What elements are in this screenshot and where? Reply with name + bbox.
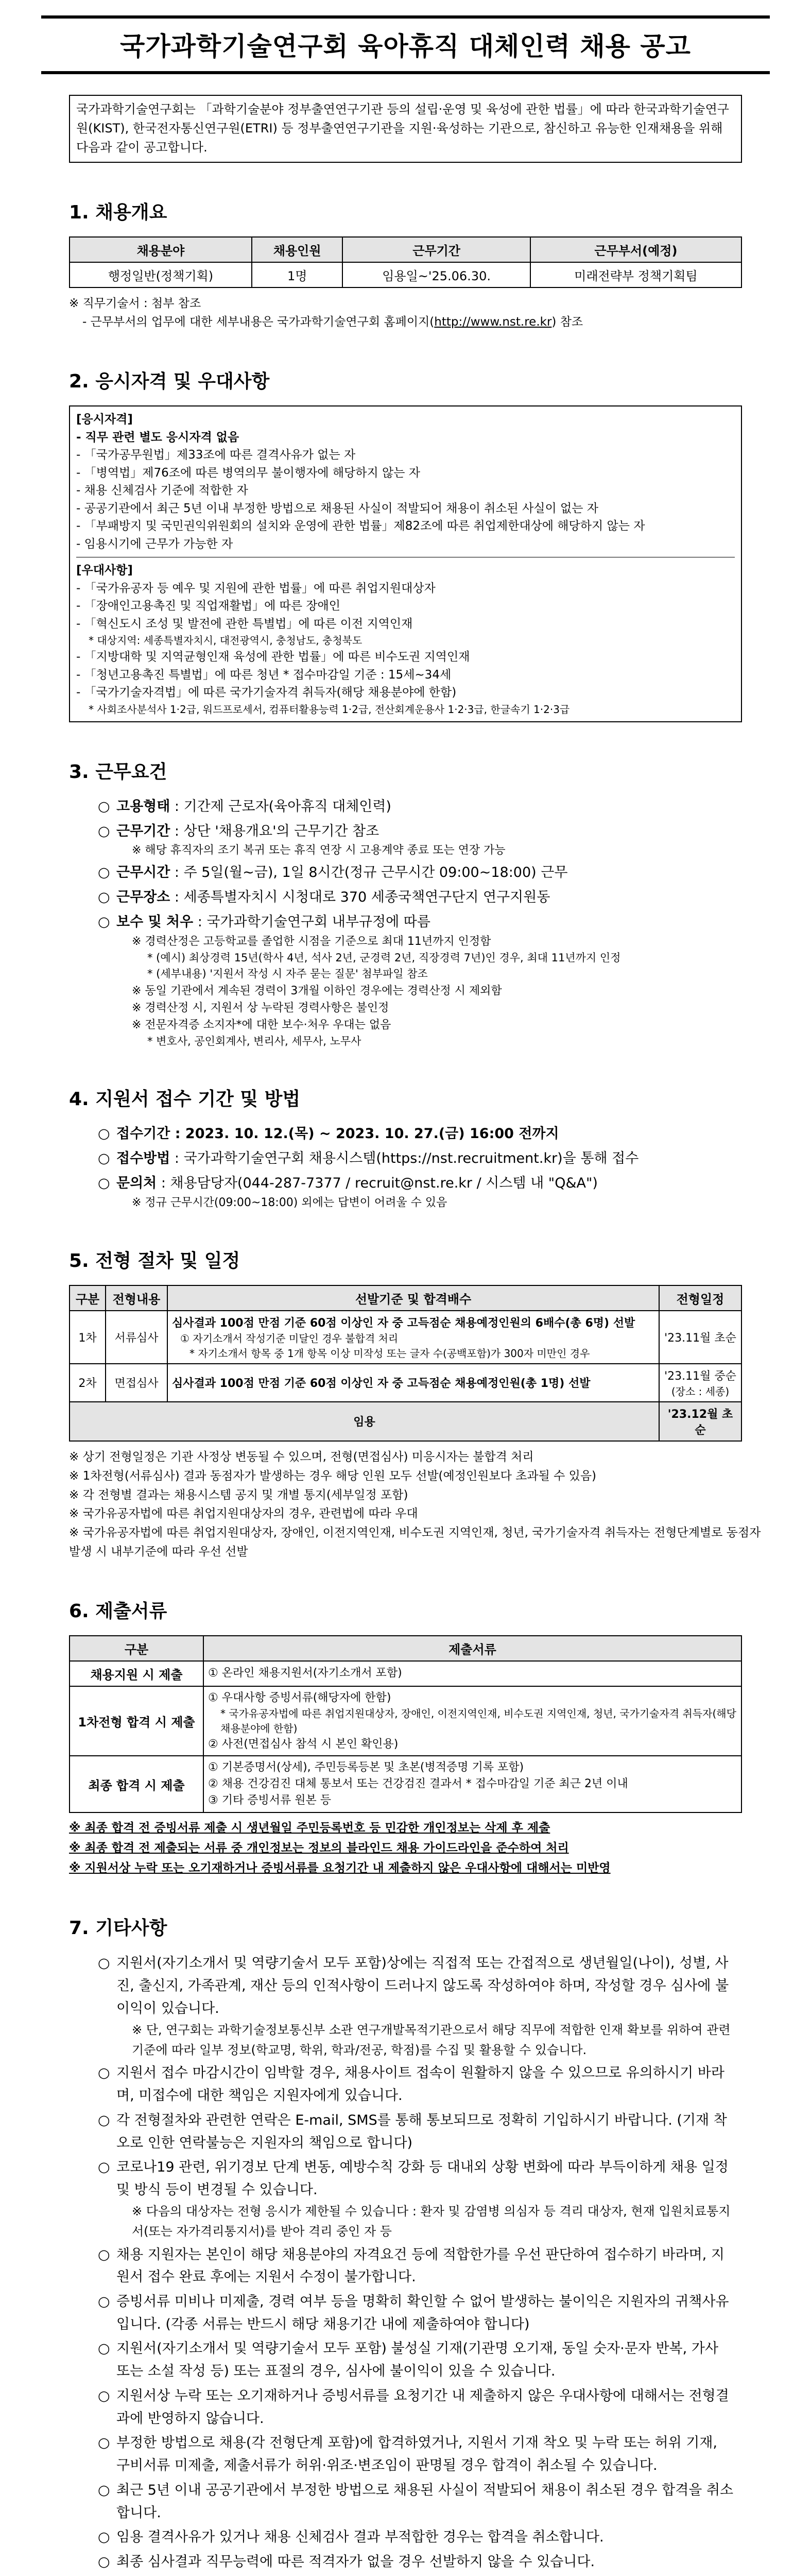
table-header: 구분 [70,1285,106,1311]
table-row [70,1686,741,1756]
list-item: - 「국가공무원법」제33조에 따른 결격사유가 없는 자 [76,448,356,462]
list-subitem: * (세부내용) '지원서 작성 시 자주 묻는 질문' 첨부파일 참조 [147,968,428,980]
table-cell: 2차 [70,1364,106,1402]
table-cell: '23.11월 초순 [659,1311,741,1364]
work-conditions-list [98,796,734,1050]
table-header: 선발기준 및 합격배수 [167,1285,659,1311]
list-item: - 「병역법」제76조에 따른 병역의무 불이행자에 해당하지 않는 자 [76,466,420,480]
application-list [98,1123,734,1211]
note-text: - 근무부서의 업무에 대한 세부내용은 국가과학기술연구회 홈페이지(http://www.nst.re.kr) 참조 [82,315,583,329]
table-cell: '23.12월 초순 [659,1402,741,1441]
list-item: ○ 지원서상 누락 또는 오기재하거나 증빙서류를 요청기간 내 제출하지 않은 우대사항에 대해서는 전형결과에 반영하지 않습니다. [98,2385,734,2430]
table-header: 근무부서(예정) [530,237,741,262]
table-cell: 미래전략부 정책기획팀 [530,262,741,287]
list-item: ○ 코로나19 관련, 위기경보 단계 변동, 예방수칙 강화 등 대내외 상황 변화에 따라 부득이하게 채용 일정 및 방식 등이 변경될 수 있습니다. ※ 다음의 대상자는 전형 응시가 제한될 수 있습니다 : 환자 및 감염병 의심자 등 격리 대상자, 현재 입원치료통지서(또는 자가격리통지서)를 받아 격리 중인 자 등 [98,2156,734,2241]
list-item: - 채용 신체검사 기준에 적합한 자 [76,484,248,498]
list-item: - 「청년고용촉진 특별법」에 따른 청년 * 접수마감일 기준 : 15세~34세 [76,668,452,682]
note-text: ※ 상기 전형일정은 기관 사정상 변동될 수 있으며, 전형(면접심사) 미응시자는 불합격 처리 [69,1450,534,1464]
warning-text: ※ 최종 합격 전 제출되는 서류 중 개인정보는 정보의 블라인드 채용 가이드라인을 준수하여 처리 [69,1841,569,1855]
list-item: - 「지방대학 및 지역균형인재 육성에 관한 법률」에 따른 비수도권 지역인재 [76,650,470,664]
section-4-heading: 4. 지원서 접수 기간 및 방법 [69,1089,301,1110]
intro-box: 국가과학기술연구회는 「과학기술분야 정부출연연구기관 등의 설립·운영 및 육성에 관한 법률」에 따라 한국과학기술연구원(KIST), 한국전자통신연구원(ETRI) 등 정부출연연구기관을 지원·육성하는 기관으로, 참신하고 유능한 인재채용을 위해 다음과 같이 공고합니다. [69,95,742,163]
list-item: - 「국가유공자 등 예우 및 지원에 관한 법률」에 따른 취업지원대상자 [76,581,436,595]
list-item: ○ 고용형태 : 기간제 근로자(육아휴직 대체인력) [98,796,734,818]
list-item: - 공공기관에서 최근 5년 이내 부정한 방법으로 채용된 사실이 적발되어 채용이 취소된 사실이 없는 자 [76,501,599,515]
list-item: ○ 최종 심사결과 직무능력에 따른 적격자가 없을 경우 선발하지 않을 수 있습니다. [98,2551,734,2573]
misc-list [98,1952,734,2576]
note-text: ※ 국가유공자법에 따른 취업지원대상자의 경우, 관련법에 따라 우대 [69,1507,418,1521]
list-subitem: * 변호사, 공인회계사, 변리사, 세무사, 노무사 [147,1035,361,1047]
section-5-notes [69,1448,770,1562]
section-5-heading: 5. 전형 절차 및 일정 [69,1250,240,1272]
list-item: ○ 채용 지원자는 본인이 해당 채용분야의 자격요건 등에 적합한가를 우선 판단하여 접수하기 바라며, 지원서 접수 완료 후에는 지원서 수정이 불가합니다. [98,2244,734,2289]
table-row [70,1661,741,1686]
table-header: 채용분야 [70,237,252,262]
table-cell: 임용일~'25.06.30. [342,262,530,287]
list-item: - 「부패방지 및 국민권익위원회의 설치와 운영에 관한 법률」제82조에 따른 취업제한대상에 해당하지 않는 자 [76,519,645,533]
list-item: - 직무 관련 별도 응시자격 없음 [76,430,239,444]
list-item: ○ 지원서(자기소개서 및 역량기술서 모두 포함) 불성실 기재(기관명 오기재, 동일 숫자·문자 반복, 가사 또는 소설 작성 등) 또는 표절의 경우, 심사에 불이익이 있을 수 있습니다. [98,2337,734,2382]
section-6-heading: 6. 제출서류 [69,1600,167,1622]
warning-text: ※ 최종 합격 전 증빙서류 제출 시 생년월일 주민등록번호 등 민감한 개인정보는 삭제 후 제출 [69,1821,550,1835]
table-row [70,1402,741,1441]
list-item: ○ 지원서 접수 마감시간이 임박할 경우, 채용사이트 접속이 원활하지 않을 수 있으므로 유의하시기 바라며, 미접수에 대한 책임은 지원자에게 있습니다. [98,2062,734,2107]
list-item: ○ 증빙서류 미비나 미제출, 경력 여부 등을 명확히 확인할 수 없어 발생하는 불이익은 지원자의 귀책사유입니다. (각종 서류는 반드시 해당 채용기간 내에 제출하여야 합니다) [98,2291,734,2335]
qualification-box [69,405,742,722]
table-cell: 서류심사 [106,1311,167,1364]
qualification-heading: [응시자격] [76,413,133,427]
preference-heading: [우대사항] [76,564,133,578]
list-subitem: * (예시) 최상경력 15년(학사 4년, 석사 2년, 군경력 2년, 직장경력 7년)인 경우, 최대 11년까지 인정 [147,951,621,964]
table-cell: 심사결과 100점 만점 기준 60점 이상인 자 중 고득점순 채용예정인원(총 1명) 선발 [167,1364,659,1402]
nst-homepage-link[interactable]: http://www.nst.re.kr [434,315,552,329]
table-header: 채용인원 [252,237,342,262]
list-subitem: ※ 동일 기관에서 계속된 경력이 3개월 이하인 경우에는 경력산정 시 제외함 [132,984,502,997]
documents-table [69,1635,742,1813]
table-cell: 임용 [70,1402,659,1441]
note-text: ※ 1차전형(서류심사) 결과 동점자가 발생하는 경우 해당 인원 모두 선발(예정인원보다 초과될 수 있음) [69,1469,597,1483]
table-cell: 1차 [70,1311,106,1364]
list-item: ○ 문의처 : 채용담당자(044-287-7377 / recruit@nst.re.kr / 시스템 내 "Q&A") ※ 정규 근무시간(09:00~18:00) 외에는 답변이 어려울 수 있음 [98,1173,734,1211]
list-subitem: ※ 경력산정 시, 지원서 상 누락된 경력사항은 불인정 [132,1001,389,1014]
warning-text: ※ 지원서상 누락 또는 오기재하거나 증빙서류를 요청기간 내 제출하지 않은 우대사항에 대해서는 미반영 [69,1861,611,1875]
section-2-heading: 2. 응시자격 및 우대사항 [69,371,270,393]
list-subitem: ※ 경력산정은 고등학교를 졸업한 시점을 기준으로 최대 11년까지 인정함 [132,935,491,948]
table-cell: 채용지원 시 제출 [70,1661,203,1686]
list-item: ○ 근무시간 : 주 5일(월~금), 1일 8시간(정규 근무시간 09:00~18:00) 근무 [98,862,734,884]
list-subitem: * 사회조사분석사 1·2급, 워드프로세서, 컴퓨터활용능력 1·2급, 전산회계운용사 1·2·3급, 한글속기 1·2·3급 [89,703,570,716]
list-item: - 「혁신도시 조성 및 발전에 관한 특별법」에 따른 이전 지역인재 [76,617,413,631]
note-text: ※ 직무기술서 : 첨부 참조 [69,296,201,310]
table-header: 구분 [70,1636,203,1661]
table-header: 근무기간 [342,237,530,262]
table-cell: 면접심사 [106,1364,167,1402]
section-1-notes [69,294,770,332]
table-cell: 심사결과 100점 만점 기준 60점 이상인 자 중 고득점순 채용예정인원의 6배수(총 6명) 선발 ① 자기소개서 작성기준 미달인 경우 불합격 처리 * 자기소개서 항목 중 1개 항목 이상 미작성 또는 글자 수(공백포함)가 300자 미만인 경우 [167,1311,659,1364]
list-item: ○ 접수방법 : 국가과학기술연구회 채용시스템(https://nst.recruitment.kr)을 통해 접수 [98,1148,734,1170]
selection-process-table [69,1285,742,1442]
table-cell: 최종 합격 시 제출 [70,1756,203,1812]
table-cell: 행정일반(정책기획) [70,262,252,287]
table-cell: 1차전형 합격 시 제출 [70,1686,203,1756]
list-item: ○ 접수기간 : 2023. 10. 12.(목) ~ 2023. 10. 27.(금) 16:00 전까지 [98,1123,734,1145]
list-item: ○ 각 전형절차와 관련한 연락은 E-mail, SMS를 통해 통보되므로 정확히 기입하시기 바랍니다. (기재 착오로 인한 연락불능은 지원자의 책임으로 합니다) [98,2109,734,2154]
table-cell: '23.11월 중순 (장소 : 세종) [659,1364,741,1402]
list-subitem: ※ 전문자격증 소지자*에 대한 보수·처우 우대는 없음 [132,1018,391,1031]
table-header: 전형내용 [106,1285,167,1311]
list-item: ○ 근무장소 : 세종특별자치시 시청대로 370 세종국책연구단지 연구지원동 [98,887,734,908]
section-6-warnings [69,1818,770,1878]
list-item: ○ 근무기간 : 상단 '채용개요'의 근무기간 참조 ※ 해당 휴직자의 조기 복귀 또는 휴직 연장 시 고용계약 종료 또는 연장 가능 [98,821,734,859]
list-item: ○ 임용 결격사유가 있거나 채용 신체검사 결과 부적합한 경우는 합격을 취소합니다. [98,2526,734,2549]
table-header: 전형일정 [659,1285,741,1311]
table-header: 제출서류 [203,1636,741,1661]
table-row [70,1364,741,1402]
table-row [70,1756,741,1812]
section-7-heading: 7. 기타사항 [69,1918,167,1939]
table-cell: ① 온라인 채용지원서(자기소개서 포함) [203,1661,741,1686]
list-item: ○ 부정한 방법으로 채용(각 전형단계 포함)에 합격하였거나, 지원서 기재 착오 및 누락 또는 허위 기재, 구비서류 미제출, 제출서류가 허위·위조·변조임이 판명될 경우 합격이 취소될 수 있습니다. [98,2432,734,2477]
note-text: ※ 각 전형별 결과는 채용시스템 공지 및 개별 통지(세부일정 포함) [69,1488,408,1502]
list-item: ○ 지원서(자기소개서 및 역량기술서 모두 포함)상에는 직접적 또는 간접적으로 생년월일(나이), 성별, 사진, 출신지, 가족관계, 재산 등의 인적사항이 드러나지 않도록 작성하여야 하며, 작성할 경우 심사에 불이익이 있습니다. ※ 단, 연구회는 과학기술정보통신부 소관 연구개발목적기관으로서 해당 직무에 적합한 인재 확보를 위하여 관련 기준에 따라 일부 정보(학교명, 학위, 학과/전공, 학점)를 수집 및 활용할 수 있습니다. [98,1952,734,2060]
table-row [70,1311,741,1364]
list-item: - 「장애인고용촉진 및 직업재활법」에 따른 장애인 [76,599,340,613]
recruit-overview-table [69,236,742,288]
list-item: ○ 보수 및 처우 : 국가과학기술연구회 내부규정에 따름 ※ 경력산정은 고등학교를 졸업한 시점을 기준으로 최대 11년까지 인정함 * (예시) 최상경력 15년(학사 4년, 석사 2년, 군경력 2년, 직장경력 7년)인 경우, 최대 11년까지 인정 * (세부내용) '지원서 작성 시 자주 묻는 질문' 첨부파일 참조 ※ 동일 기관에서 계속된 경력이 3개월 이하인 경우에는 경력산정 시 제외함 ※ 경력산정 시, 지원서 상 누락된 경력사항은 불인정 ※ 전문자격증 소지자*에 대한 보수·처우 우대는 없음 * 변호사, 공인회계사, 변리사, 세무사, 노무사 [98,911,734,1049]
note-text: ※ 국가유공자법에 따른 취업지원대상자, 장애인, 이전지역인재, 비수도권 지역인재, 청년, 국가기술자격 취득자는 전형단계별로 동점자 발생 시 내부기준에 따라 우선 선발 [69,1526,761,1558]
page-title: 국가과학기술연구회 육아휴직 대체인력 채용 공고 [41,15,770,74]
list-subitem: ※ 정규 근무시간(09:00~18:00) 외에는 답변이 어려울 수 있음 [132,1196,447,1209]
table-cell: ① 우대사항 증빙서류(해당자에 한함) * 국가유공자법에 따른 취업지원대상자, 장애인, 이전지역인재, 비수도권 지역인재, 청년, 국가기술자격 취득자(해당 채용분야에 한함) ② 사전(면접심사 참석 시 본인 확인용) [203,1686,741,1756]
table-cell: ① 기본증명서(상세), 주민등록등본 및 초본(병적증명 기록 포함) ② 채용 건강검진 대체 통보서 또는 건강검진 결과서 * 접수마감일 기준 최근 2년 이내 ③ 기타 증빙서류 원본 등 [203,1756,741,1812]
list-item: ○ 최근 5년 이내 공공기관에서 부정한 방법으로 채용된 사실이 적발되어 채용이 취소된 경우 합격을 취소합니다. [98,2479,734,2524]
list-subitem: ※ 해당 휴직자의 조기 복귀 또는 휴직 연장 시 고용계약 종료 또는 연장 가능 [132,844,506,857]
section-1-heading: 1. 채용개요 [69,201,167,223]
table-cell: 1명 [252,262,342,287]
list-item: - 임용시기에 근무가 가능한 자 [76,537,233,551]
list-item: - 「국가기술자격법」에 따른 국가기술자격 취득자(해당 채용분야에 한함) [76,686,457,700]
list-subitem: * 대상지역: 세종특별자치시, 대전광역시, 충청남도, 충청북도 [89,634,363,647]
section-3-heading: 3. 근무요건 [69,761,167,783]
page [0,15,811,2576]
